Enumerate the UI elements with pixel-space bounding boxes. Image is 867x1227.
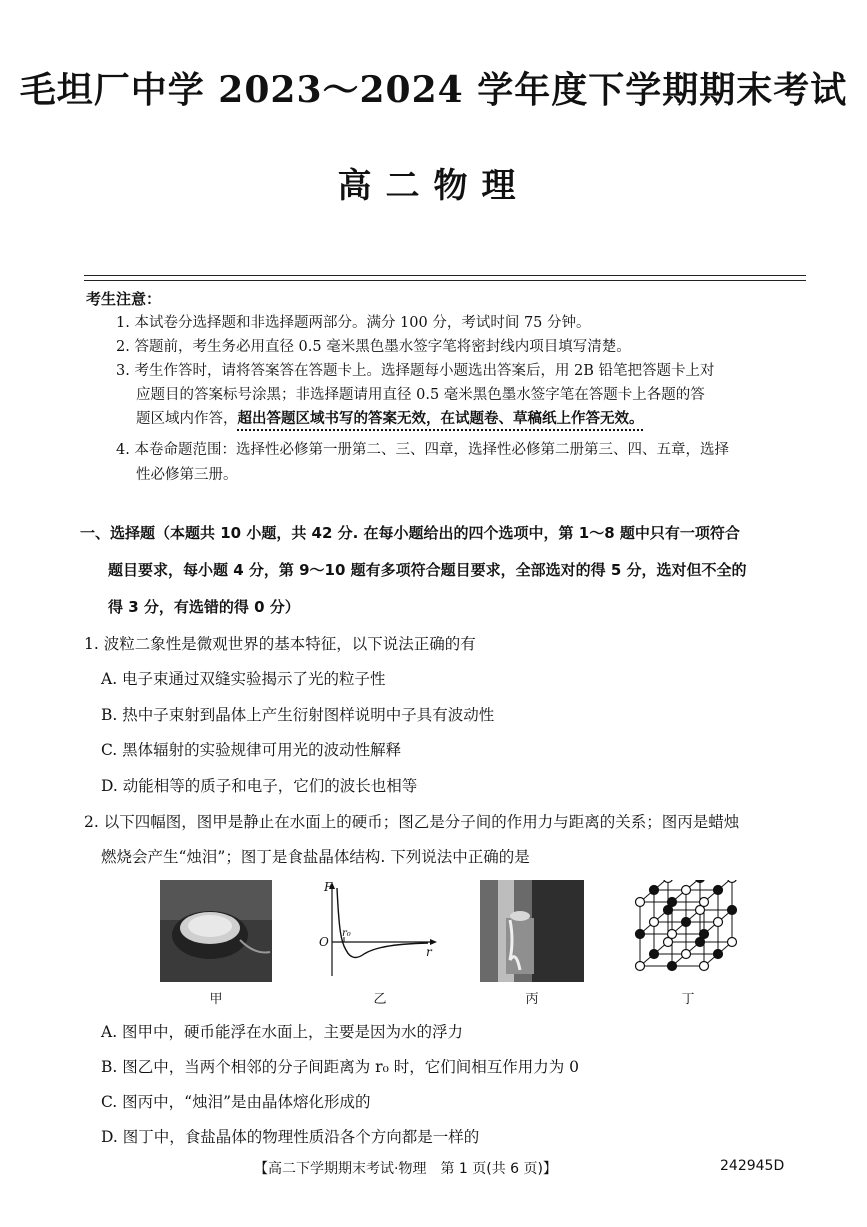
exam-title: 毛坦厂中学 2023～2024 学年度下学期期末考试 [19, 69, 848, 111]
lattice-ion-light [682, 950, 691, 959]
q2-option-b: B. 图乙中，当两个相邻的分子间距离为 r₀ 时，它们间相互作用力为 0 [101, 1058, 580, 1076]
caption-ding: 丁 [681, 992, 695, 1007]
lattice-ion-dark [650, 886, 659, 895]
figure-candle-photo [480, 880, 584, 982]
q2-option-d: D. 图丁中，食盐晶体的物理性质沿各个方向都是一样的 [101, 1128, 480, 1146]
q1-option-b: B. 热中子束射到晶体上产生衍射图样说明中子具有波动性 [101, 706, 495, 724]
top-rule-2 [84, 280, 806, 281]
lattice-ion-light [728, 938, 737, 947]
section-line-1: 一、选择题（本题共 10 小题，共 42 分. 在每小题给出的四个选项中，第 1～8 题中只有一项符合 [80, 524, 740, 542]
lattice-ion-light [650, 918, 659, 927]
graph-origin-label: O [319, 935, 329, 949]
lattice-ion-dark [682, 918, 691, 927]
lattice-ion-light [636, 962, 645, 971]
graph-x-label: r [426, 945, 432, 959]
lattice-ion-dark [636, 930, 645, 939]
lattice-ion-light [700, 962, 709, 971]
notice-line-1: 1. 本试卷分选择题和非选择题两部分。满分 100 分，考试时间 75 分钟。 [116, 315, 591, 331]
figure-salt-lattice [626, 880, 746, 982]
q1-option-c: C. 黑体辐射的实验规律可用光的波动性解释 [101, 741, 402, 759]
footer-page-info: 【高二下学期期末考试·物理 第 1 页(共 6 页)】 [254, 1161, 557, 1177]
caption-yi: 乙 [373, 992, 387, 1007]
notice-line-4: 4. 本卷命题范围：选择性必修第一册第二、三、四章，选择性必修第二册第三、四、五章，选择 [116, 442, 729, 458]
footer-code: 242945D [720, 1158, 785, 1174]
lattice-ion-dark [650, 950, 659, 959]
lattice-ion-dark [700, 930, 709, 939]
lattice-ion-dark [728, 906, 737, 915]
section-line-2: 题目要求，每小题 4 分，第 9～10 题有多项符合题目要求，全部选对的得 5 分，选对但不全的 [108, 561, 747, 579]
q2-stem-2: 燃烧会产生“烛泪”；图丁是食盐晶体结构. 下列说法中正确的是 [101, 848, 530, 866]
caption-bing: 丙 [525, 992, 539, 1007]
notice-line-2: 2. 答题前，考生务必用直径 0.5 毫米黑色墨水签字笔将密封线内项目填写清楚。 [116, 339, 631, 355]
section-line-3: 得 3 分，有选错的得 0 分） [108, 598, 300, 616]
notice-line-3c [136, 410, 644, 429]
lattice-ion-dark [668, 898, 677, 907]
figure-force-graph [310, 880, 440, 982]
q1-option-d: D. 动能相等的质子和电子，它们的波长也相等 [101, 777, 418, 795]
exam-subject: 高二物理 [337, 166, 530, 206]
lattice-ion-dark [696, 880, 705, 883]
q1-option-a: A. 电子束通过双缝实验揭示了光的粒子性 [101, 670, 386, 688]
lattice-ion-light [636, 898, 645, 907]
lattice-ion-light [728, 880, 737, 883]
notice-line-3b: 应题目的答案标号涂黑；非选择题请用直径 0.5 毫米黑色墨水签字笔在答题卡上各题的答 [136, 387, 705, 403]
lattice-ion-light [668, 930, 677, 939]
notice-heading: 考生注意： [86, 290, 162, 308]
q2-option-c: C. 图丙中，“烛泪”是由晶体熔化形成的 [101, 1093, 371, 1111]
q2-option-a: A. 图甲中，硬币能浮在水面上，主要是因为水的浮力 [101, 1023, 464, 1041]
figure-coin-photo [160, 880, 272, 982]
lattice-ion-dark [714, 886, 723, 895]
notice-emphasis: 超出答题区域书写的答案无效，在试题卷、草稿纸上作答无效。 [237, 411, 644, 427]
lattice-ion-light [664, 880, 673, 883]
caption-jia: 甲 [209, 992, 223, 1007]
lattice-ion-dark [714, 950, 723, 959]
graph-y-label: F [324, 880, 333, 894]
lattice-ion-light [700, 898, 709, 907]
lattice-ion-light [714, 918, 723, 927]
top-rule-1 [84, 275, 806, 276]
lattice-ion-dark [668, 962, 677, 971]
q2-stem-1: 2. 以下四幅图，图甲是静止在水面上的硬币；图乙是分子间的作用力与距离的关系；图丙是蜡烛 [84, 813, 740, 831]
q1-stem: 1. 波粒二象性是微观世界的基本特征，以下说法正确的有 [84, 635, 476, 653]
notice-line-3: 3. 考生作答时，请将答案答在答题卡上。选择题每小题选出答案后，用 2B 铅笔把答题卡上对 [116, 363, 715, 379]
notice-line-4b: 性必修第三册。 [136, 467, 238, 483]
notice-line-3c-text: 题区域内作答， [136, 411, 238, 427]
graph-r0-label: r₀ [342, 928, 351, 939]
lattice-ion-light [682, 886, 691, 895]
